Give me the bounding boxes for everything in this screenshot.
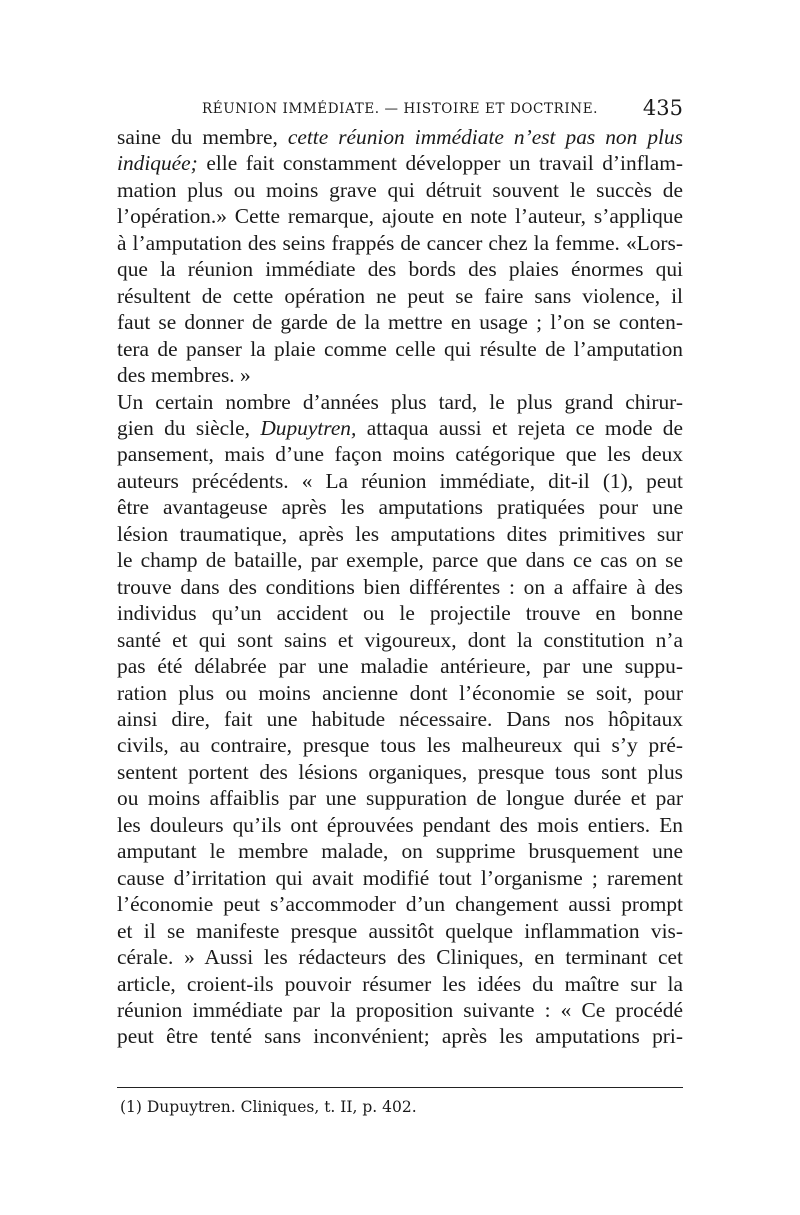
page-number: 435 <box>642 96 683 120</box>
text-line: le champ de bataille, par exemple, parce que dans ce cas on se <box>117 548 683 573</box>
paragraph-2 <box>117 389 683 1050</box>
text-line: auteurs précédents. « La réunion immédiate, dit-il (1), peut <box>117 468 683 493</box>
text-line: des membres. » <box>117 363 251 388</box>
text-line: Un certain nombre d’années plus tard, le plus grand chirur- <box>117 389 683 414</box>
text-line: cérale. » Aussi les rédacteurs des Cliniques, en terminant cet <box>117 945 683 970</box>
text-line: tera de panser la plaie comme celle qui résulte de l’amputation <box>117 336 683 361</box>
text-line: réunion immédiate par la proposition suivante : « Ce procédé <box>117 997 683 1022</box>
paragraph-1 <box>117 124 683 389</box>
text-line <box>117 124 683 150</box>
text-line: sentent portent des lésions organiques, presque tous sont plus <box>117 759 683 784</box>
text-line: pas été délabrée par une maladie antérieure, par une suppu- <box>117 654 683 679</box>
running-title: RÉUNION IMMÉDIATE. — HISTOIRE ET DOCTRINE. <box>202 101 599 117</box>
text-span: attaqua aussi et rejeta ce mode de <box>356 415 683 440</box>
text-line: individus qu’un accident ou le projectile trouve en bonne <box>117 601 683 626</box>
text-line: à l’amputation des seins frappés de cancer chez la femme. «Lors- <box>117 230 683 255</box>
text-line: santé et qui sont sains et vigoureux, dont la constitution n’a <box>117 627 683 652</box>
footnote: (1) Dupuytren. Cliniques, t. II, p. 402. <box>120 1098 417 1116</box>
text-span: saine du membre, <box>117 125 288 149</box>
text-line: les douleurs qu’ils ont éprouvées pendant des mois entiers. En <box>117 812 683 837</box>
text-line: mation plus ou moins grave qui détruit souvent le succès de <box>117 177 683 202</box>
running-head <box>117 96 683 124</box>
italic-word: indiquée; <box>117 151 198 176</box>
text-line: amputant le membre malade, on supprime brusquement une <box>117 839 683 864</box>
text-line: civils, au contraire, presque tous les malheureux qui s’y pré- <box>117 733 683 758</box>
text-line: que la réunion immédiate des bords des plaies énormes qui <box>117 257 683 282</box>
body-text <box>117 124 683 1050</box>
text-line <box>117 415 683 441</box>
text-line: ainsi dire, fait une habitude nécessaire. Dans nos hôpitaux <box>117 706 683 731</box>
text-line <box>117 150 683 176</box>
text-line: ration plus ou moins ancienne dont l’économie se soit, pour <box>117 680 683 705</box>
text-line: être avantageuse après les amputations pratiquées pour une <box>117 495 683 520</box>
footnote-rule <box>117 1087 683 1088</box>
text-span: elle fait constamment développer un travail d’inflam- <box>197 151 683 176</box>
text-line: pansement, mais d’une façon moins catégorique que les deux <box>117 442 683 467</box>
text-line: et il se manifeste presque aussitôt quelque inflammation vis- <box>117 918 683 943</box>
text-line: faut se donner de garde de la mettre en usage ; l’on se conten- <box>117 310 683 335</box>
text-line: résultent de cette opération ne peut se faire sans violence, il <box>117 283 683 308</box>
text-line: ou moins affaiblis par une suppuration de longue durée et par <box>117 786 683 811</box>
text-line: l’économie peut s’accommoder d’un changement aussi prompt <box>117 892 683 917</box>
italic-name: Dupuytren, <box>260 415 357 440</box>
text-line: trouve dans des conditions bien différentes : on a affaire à des <box>117 574 683 599</box>
text-line: cause d’irritation qui avait modifié tout l’organisme ; rarement <box>117 865 683 890</box>
text-line: l’opération.» Cette remarque, ajoute en note l’auteur, s’applique <box>117 204 683 229</box>
text-span: gien du siècle, <box>117 415 261 440</box>
italic-phrase: cette réunion immédiate n’est pas non plus <box>287 125 683 149</box>
page <box>117 96 683 1050</box>
text-line: peut être tenté sans inconvénient; après les amputations pri- <box>117 1024 683 1049</box>
text-line: lésion traumatique, après les amputations dites primitives sur <box>117 521 683 546</box>
text-line: article, croient-ils pouvoir résumer les idées du maître sur la <box>117 971 683 996</box>
